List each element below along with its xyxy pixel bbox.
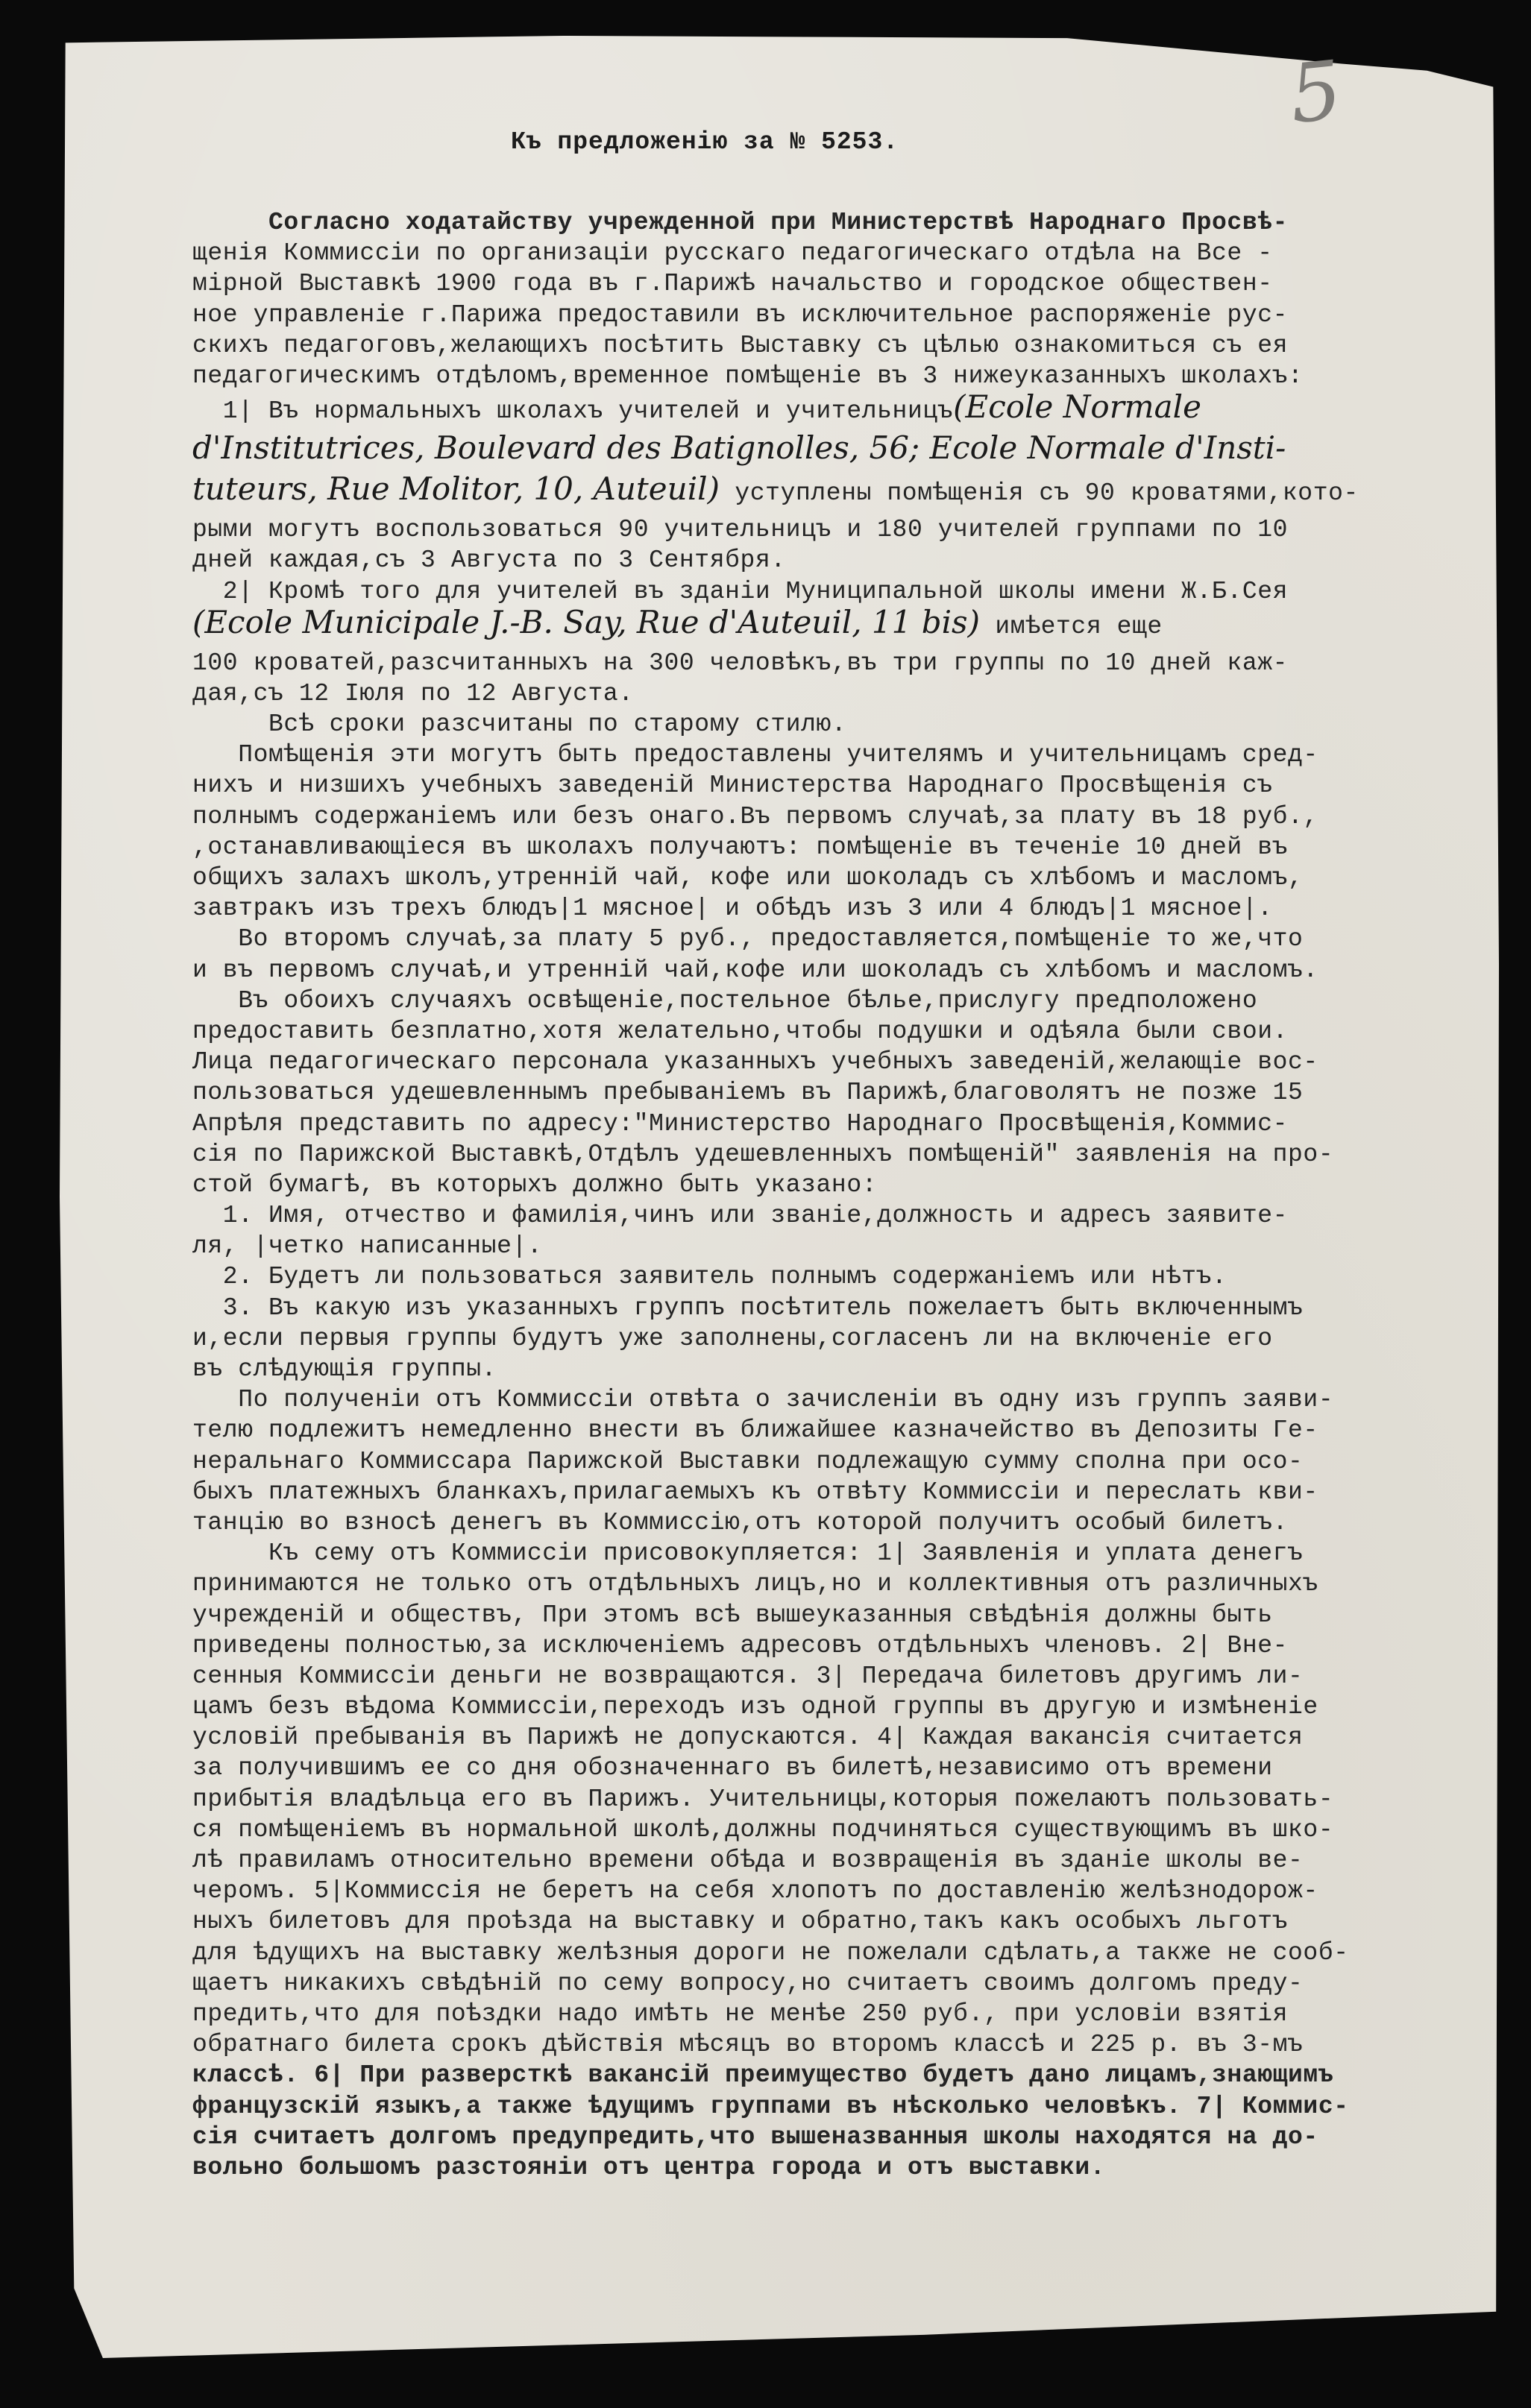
text-line	[192, 1507, 1415, 1538]
typed-text: ,останавливающіеся въ школахъ получаютъ: помѣщеніе въ теченіе 10 дней въ	[192, 833, 1289, 861]
typed-text: предоставить безплатно,хотя желательно,чтобы подушки и одѣяла были свои.	[192, 1017, 1289, 1045]
handwritten-insert: d'Institutrices, Boulevard des Batignolles, 56; Ecole Normale d'Insti-	[192, 429, 1286, 467]
typed-text: Лица педагогическаго персонала указанныхъ учебныхъ заведеній,желающіе вос-	[192, 1048, 1318, 1077]
text-line	[192, 1538, 1415, 1569]
typed-text: для ѣдущихъ на выставку желѣзныя дороги не пожелали сдѣлать,а также не сооб-	[192, 1938, 1349, 1967]
typed-text: быхъ платежныхъ бланкахъ,прилагаемыхъ къ отвѣту Коммиссіи и переслать кви-	[192, 1478, 1318, 1506]
text-line	[192, 1293, 1415, 1323]
text-line	[192, 1446, 1415, 1477]
typed-text: сія по Парижской Выставкѣ,Отдѣлъ удешевленныхъ помѣщеній" заявленія на про-	[192, 1140, 1334, 1168]
text-line	[192, 1477, 1415, 1507]
text-line	[192, 801, 1415, 832]
typed-text: рыми могутъ воспользоваться 90 учительницъ и 180 учителей группами по 10	[192, 516, 1289, 544]
typed-text: нихъ и низшихъ учебныхъ заведеній Министерства Народнаго Просвѣщенія съ	[192, 772, 1273, 800]
text-line	[192, 1323, 1415, 1354]
typed-text: прибытія владѣльца его въ Парижъ. Учительницы,которыя пожелаютъ пользовать-	[192, 1785, 1334, 1813]
text-line	[192, 893, 1415, 924]
typed-text: условій пребыванія въ Парижѣ не допускаются. 4| Каждая вакансія считается	[192, 1724, 1304, 1752]
typed-text: скихъ педагоговъ,желающихъ посѣтить Выставку съ цѣлью ознакомиться съ ея	[192, 331, 1289, 359]
text-line	[192, 648, 1415, 678]
text-line	[192, 470, 1415, 514]
typed-text: Къ сему отъ Коммиссіи присовокупляется: 1| Заявленія и уплата денегъ	[192, 1539, 1304, 1568]
typed-text: обратнаго билета срокъ дѣйствія мѣсяцъ во второмъ классѣ и 225 р. въ 3-мъ	[192, 2031, 1304, 2059]
text-line	[192, 2060, 1415, 2090]
typed-text: предить,что для поѣздки надо имѣть не менѣе 250 руб., при условіи взятія	[192, 1999, 1289, 2028]
typed-text: 100 кроватей,разсчитанныхъ на 300 человѣкъ,въ три группы по 10 дней каж-	[192, 649, 1289, 677]
typed-text: По полученіи отъ Коммиссіи отвѣта о зачисленіи въ одну изъ группъ заяви-	[192, 1386, 1334, 1414]
typed-text: сія считаетъ долгомъ предупредить,что вышеназванныя школы находятся на до-	[192, 2122, 1318, 2151]
typed-text: вольно большомъ разстояніи отъ центра города и отъ выставки.	[192, 2153, 1106, 2181]
text-line	[192, 709, 1415, 740]
text-line	[192, 576, 1415, 607]
text-line	[192, 1139, 1415, 1170]
typed-text: дней каждая,съ 3 Августа по 3 Сентября.	[192, 546, 786, 575]
typed-text: педагогическимъ отдѣломъ,временное помѣщеніе въ 3 нижеуказанныхъ школахъ:	[192, 362, 1304, 390]
typed-text: приведены полностью,за исключеніемъ адресовъ отдѣльныхъ членовъ. 2| Вне-	[192, 1631, 1289, 1660]
typed-text: классѣ. 6| При разверсткѣ вакансій преимущество будетъ дано лицамъ,знающимъ	[192, 2061, 1334, 2090]
text-line	[192, 1906, 1415, 1937]
text-line	[192, 1999, 1415, 2029]
text-line	[192, 1354, 1415, 1384]
text-line	[192, 1661, 1415, 1692]
text-line	[192, 238, 1415, 268]
typed-text: Помѣщенія эти могутъ быть предоставлены учителямъ и учительницамъ сред-	[192, 741, 1318, 769]
text-line	[192, 207, 1415, 238]
typed-text: Въ обоихъ случаяхъ освѣщеніе,постельное бѣлье,прислугу предположено	[192, 986, 1258, 1015]
typed-text: ля, |четко написанные|.	[192, 1232, 543, 1261]
typed-text: французскій языкъ,а также ѣдущимъ группами въ нѣсколько человѣкъ. 7| Коммис-	[192, 2092, 1349, 2120]
typed-text: цамъ безъ вѣдома Коммиссіи,переходъ изъ одной группы въ другую и измѣненіе	[192, 1693, 1318, 1721]
typed-text: завтракъ изъ трехъ блюдъ|1 мясное| и обѣдъ изъ 3 или 4 блюдъ|1 мясное|.	[192, 895, 1273, 923]
text-line	[192, 1109, 1415, 1139]
text-line	[192, 1077, 1415, 1108]
text-line	[192, 1876, 1415, 1906]
text-line	[192, 863, 1415, 893]
text-line	[192, 1170, 1415, 1200]
text-line	[192, 361, 1415, 391]
page-number-handwritten: 5	[1285, 43, 1347, 142]
typed-text: учрежденій и обществъ, При этомъ всѣ вышеуказанныя свѣдѣнія должны быть	[192, 1601, 1273, 1629]
typed-text: 3. Въ какую изъ указанныхъ группъ посѣтитель пожелаетъ быть включеннымъ	[192, 1293, 1304, 1322]
document-heading: Къ предложенію за № 5253.	[511, 128, 899, 156]
typed-text: дая,съ 12 Іюля по 12 Августа.	[192, 679, 634, 707]
typed-text: Всѣ сроки разсчитаны по старому стилю.	[192, 710, 847, 739]
typed-text: щаетъ никакихъ свѣдѣній по сему вопросу,но считаетъ своимъ долгомъ преду-	[192, 1969, 1304, 1997]
text-line	[192, 300, 1415, 330]
typed-text: танцію во взносѣ денегъ въ Коммиссію,отъ которой получитъ особый билетъ.	[192, 1508, 1289, 1536]
typed-text: черомъ. 5|Коммиссія не беретъ на себя хлопотъ по доставленію желѣзнодорож-	[192, 1877, 1318, 1906]
typed-text: стой бумагѣ, въ которыхъ должно быть указано:	[192, 1170, 878, 1199]
typed-text: въ слѣдующія группы.	[192, 1355, 497, 1383]
text-line	[192, 1845, 1415, 1876]
handwritten-insert: tuteurs, Rue Molitor, 10, Auteuil)	[192, 470, 720, 508]
typed-text: щенія Коммиссіи по организаціи русскаго педагогическаго отдѣла на Все -	[192, 239, 1273, 268]
text-line	[192, 924, 1415, 954]
text-line	[192, 1753, 1415, 1783]
text-line	[192, 1261, 1415, 1292]
typed-text: общихъ залахъ школъ,утренній чай, кофе или шоколадъ съ хлѣбомъ и масломъ,	[192, 864, 1304, 892]
typed-text: ное управленіе г.Парижа предоставили въ исключительное распоряженіе рус-	[192, 300, 1289, 329]
typed-text: полнымъ содержаніемъ или безъ онаго.Въ первомъ случаѣ,за плату въ 18 руб.,	[192, 802, 1318, 830]
text-line	[192, 986, 1415, 1016]
typed-text: и,если первыя группы будутъ уже заполнены,согласенъ ли на включеніе его	[192, 1324, 1273, 1352]
typed-text: сенныя Коммиссіи деньги не возвращаются. 3| Передача билетовъ другимъ ли-	[192, 1662, 1304, 1690]
text-line	[192, 514, 1415, 545]
typed-text: Во второмъ случаѣ,за плату 5 руб., предоставляется,помѣщеніе то же,что	[192, 925, 1304, 954]
handwritten-insert: (Ecole Municipale J.-B. Say, Rue d'Auteuil, 11 bis)	[192, 603, 980, 640]
typed-text: 2| Кромѣ того для учителей въ зданіи Муниципальной школы имени Ж.Б.Сея	[192, 577, 1289, 605]
text-line	[192, 388, 1415, 432]
typed-text: 2. Будетъ ли пользоваться заявитель полнымъ содержаніемъ или нѣтъ.	[192, 1263, 1227, 1291]
text-line	[192, 2152, 1415, 2183]
typed-text: 1. Имя, отчество и фамилія,чинъ или званіе,должность и адресъ заявите-	[192, 1202, 1289, 1230]
text-line	[192, 1692, 1415, 1722]
text-line	[192, 1968, 1415, 1999]
typed-text: 1| Въ нормальныхъ школахъ учителей и учительницъ	[192, 397, 954, 426]
text-line	[192, 1784, 1415, 1815]
typed-text: мірной Выставкѣ 1900 года въ г.Парижѣ начальство и городское обществен-	[192, 270, 1273, 298]
text-line	[192, 1815, 1415, 1845]
typed-text: уступлены помѣщенія съ 90 кроватями,кото-	[719, 479, 1359, 508]
text-line	[192, 1569, 1415, 1599]
text-line	[192, 1016, 1415, 1047]
typed-text: лѣ правиламъ относительно времени обѣда и возвращенія въ зданіе школы ве-	[192, 1847, 1304, 1874]
text-line	[192, 603, 1415, 648]
typed-text: телю подлежитъ немедленно внести въ ближайшее казначейство въ Депозиты Ге-	[192, 1416, 1318, 1445]
typed-text: за получившимъ ее со дня обозначеннаго въ билетѣ,независимо отъ времени	[192, 1754, 1273, 1783]
text-line	[192, 2029, 1415, 2060]
handwritten-insert: (Ecole Normale	[953, 388, 1201, 426]
text-line	[192, 678, 1415, 709]
typed-text: Согласно ходатайству учрежденной при Министерствѣ Народнаго Просвѣ-	[192, 209, 1289, 236]
text-line	[192, 429, 1415, 473]
typed-text: пользоваться удешевленнымъ пребываніемъ въ Парижѣ,благоволятъ не позже 15	[192, 1079, 1304, 1107]
typed-text: Апрѣля представить по адресу:"Министерство Народнаго Просвѣщенія,Коммис-	[192, 1109, 1289, 1138]
typed-text: и въ первомъ случаѣ,и утренній чай,кофе или шоколадъ съ хлѣбомъ и масломъ.	[192, 956, 1318, 984]
document-body	[192, 207, 1415, 2183]
text-line	[192, 1722, 1415, 1753]
typed-text: принимаются не только отъ отдѣльныхъ лицъ,но и коллективныя отъ различныхъ	[192, 1570, 1318, 1598]
typed-text: ныхъ билетовъ для проѣзда на выставку и обратно,такъ какъ особыхъ льготъ	[192, 1908, 1289, 1936]
text-line	[192, 832, 1415, 863]
text-line	[192, 1384, 1415, 1415]
text-line	[192, 740, 1415, 770]
text-line	[192, 955, 1415, 986]
typed-text: имѣется еще	[980, 612, 1163, 640]
text-line	[192, 330, 1415, 361]
text-line	[192, 1415, 1415, 1446]
text-line	[192, 268, 1415, 299]
text-line	[192, 1047, 1415, 1077]
text-line	[192, 1231, 1415, 1261]
text-line	[192, 1630, 1415, 1661]
text-line	[192, 1938, 1415, 1968]
typed-text: ся помѣщеніемъ въ нормальной школѣ,должны подчиняться существующимъ въ шко-	[192, 1815, 1334, 1844]
text-line	[192, 770, 1415, 801]
text-line	[192, 1200, 1415, 1231]
text-line	[192, 2091, 1415, 2122]
text-line	[192, 545, 1415, 576]
text-line	[192, 1600, 1415, 1630]
typed-text: неральнаго Коммиссара Парижской Выставки подлежащую сумму сполна при осо-	[192, 1447, 1304, 1475]
text-line	[192, 2122, 1415, 2152]
